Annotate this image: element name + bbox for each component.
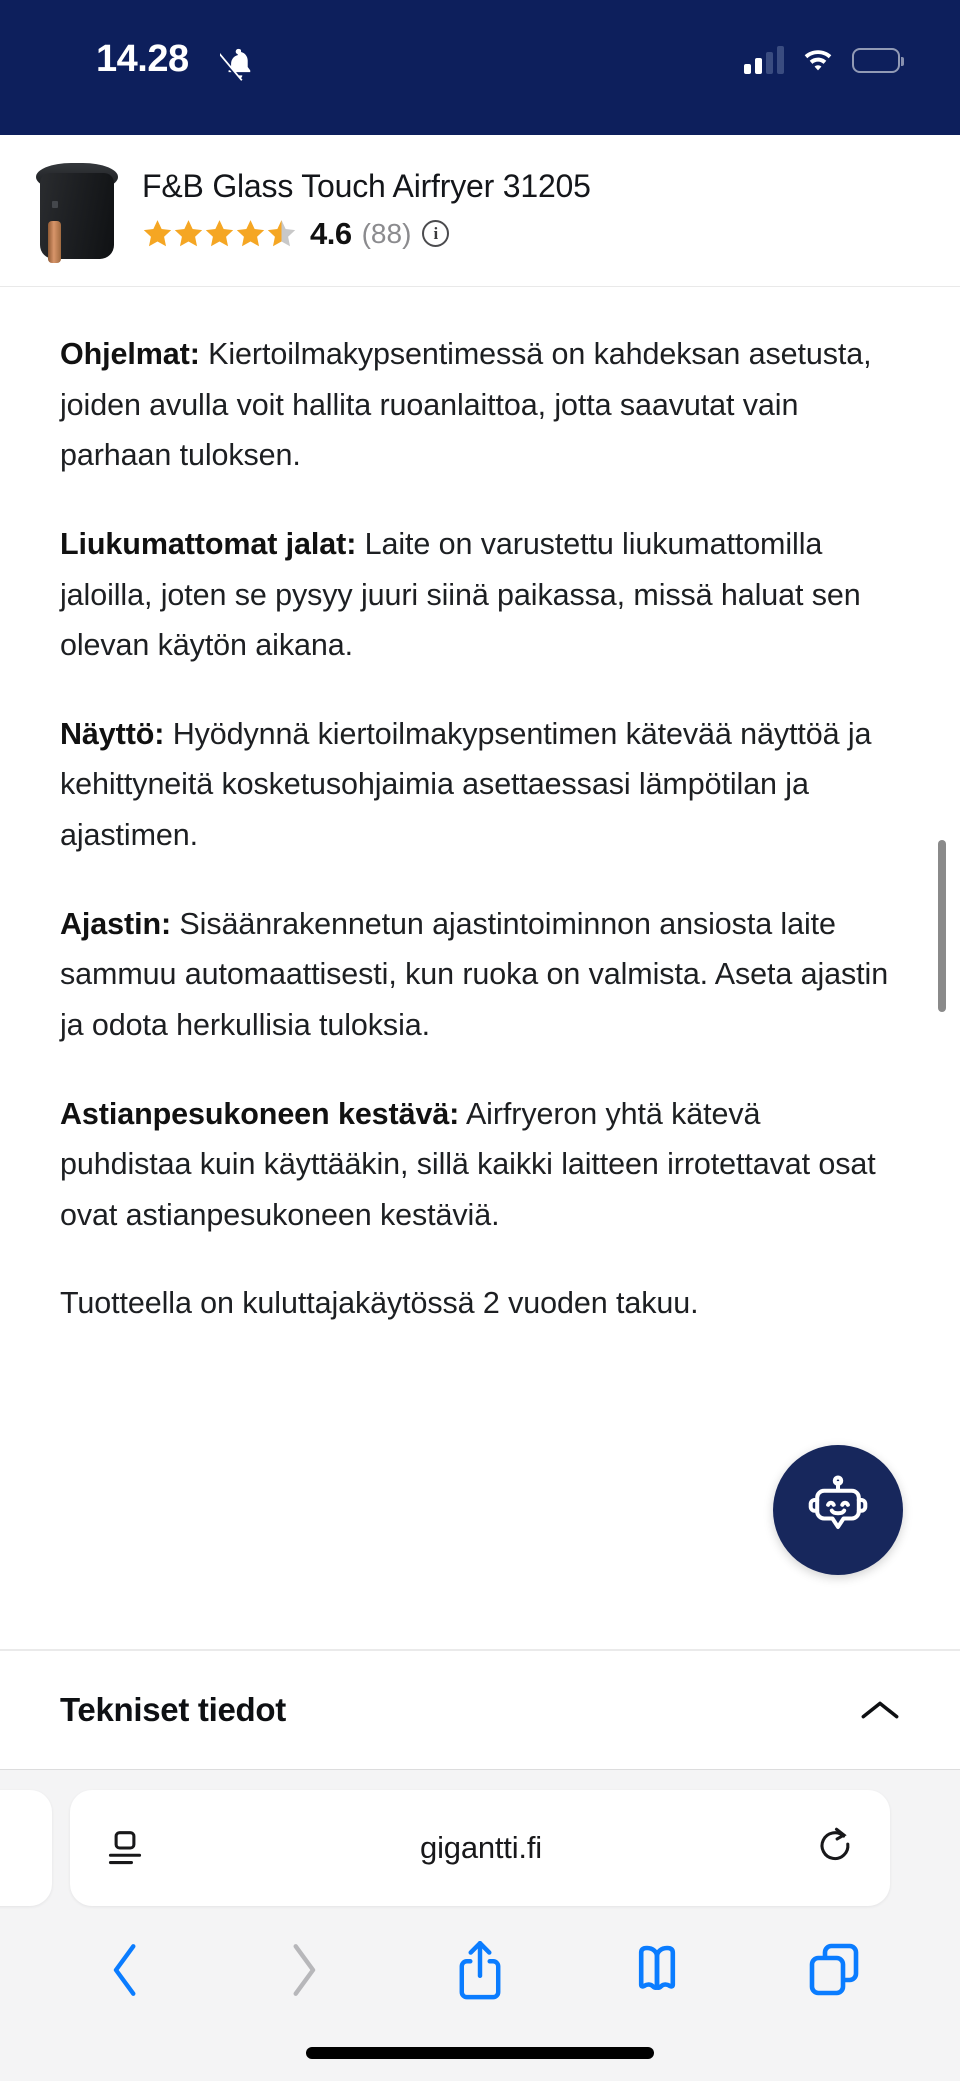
description-paragraph-3 (60, 709, 900, 861)
description-paragraph-5 (60, 1089, 900, 1241)
safari-toolbar (0, 1920, 960, 2020)
back-button[interactable] (84, 1928, 168, 2012)
tabs-button[interactable] (792, 1928, 876, 2012)
page-scrollbar[interactable] (938, 840, 946, 1012)
paragraph-lead-2: Liukumattomat jalat: (60, 526, 357, 561)
url-text[interactable]: gigantti.fi (420, 1830, 542, 1865)
share-button[interactable] (438, 1928, 522, 2012)
bell-slash-icon (220, 45, 258, 83)
accordion-title: Tekniset tiedot (60, 1691, 286, 1728)
warranty-text: Tuotteella on kuluttajakäytössä 2 vuoden takuu. (60, 1286, 699, 1321)
rating-stars (142, 218, 297, 249)
page-format-icon[interactable] (104, 1827, 146, 1869)
star-icon-3 (204, 218, 235, 249)
thumbnail-logo (52, 201, 58, 208)
paragraph-lead-5: Astianpesukoneen kestävä: (60, 1096, 460, 1131)
paragraph-lead-4: Ajastin: (60, 906, 172, 941)
thumbnail-handle (48, 221, 61, 263)
description-paragraph-1 (60, 329, 900, 481)
cellular-signal-icon (744, 46, 784, 74)
description-paragraph-2 (60, 519, 900, 671)
info-icon[interactable]: i (422, 220, 449, 247)
rating-value: 4.6 (310, 215, 352, 251)
rating-count: (88) (361, 217, 412, 249)
status-bar-time: 14.28 (96, 38, 189, 80)
url-bar[interactable] (70, 1790, 890, 1906)
product-title: F&B Glass Touch Airfryer 31205 (142, 168, 591, 205)
paragraph-lead-1: Ohjelmat: (60, 337, 200, 371)
paragraph-body-1: Kiertoilmakypsentimessä on kahdeksan asetusta, joiden avulla voit hallita ruoanlaittoa, jotta saavutat vain parhaan tuloksen. (60, 337, 872, 473)
battery-icon (852, 48, 900, 73)
star-icon-4 (235, 218, 266, 249)
accordion-tekniset-tiedot[interactable] (0, 1651, 960, 1769)
reload-icon[interactable] (816, 1827, 856, 1869)
description-paragraph-4 (60, 899, 900, 1051)
star-icon-5-half (266, 218, 297, 249)
paragraph-body-3: Hyödynnä kiertoilmakypsentimen kätevää näyttöä ja kehittyneitä kosketusohjaimia asettaessasi lämpötilan ja ajastimen. (60, 716, 872, 852)
product-header-bar[interactable] (0, 135, 960, 287)
paragraph-body-2: Laite on varustettu liukumattomilla jaloilla, joten se pysyy juuri siinä paikassa, missä haluat sen olevan käytön aikana. (60, 526, 861, 663)
robot-chat-icon (801, 1473, 875, 1547)
status-bar-indicators (744, 46, 900, 74)
adjacent-tab-card[interactable] (0, 1790, 52, 1906)
wifi-icon (801, 47, 835, 73)
chatbot-button[interactable] (773, 1445, 903, 1575)
safari-bottom-chrome (0, 1769, 960, 2081)
paragraph-body-5: Airfryeron yhtä kätevä puhdistaa kuin käyttääkin, sillä kaikki laitteen irrotettavat osat ovat astianpesukoneen kestäviä. (60, 1096, 876, 1232)
safari-tab-strip (0, 1790, 960, 1906)
home-indicator (306, 2047, 654, 2059)
product-thumbnail[interactable] (22, 149, 130, 273)
forward-button[interactable] (261, 1928, 345, 2012)
chevron-up-icon[interactable] (860, 1698, 900, 1722)
paragraph-lead-3: Näyttö: (60, 716, 165, 751)
star-icon-1 (142, 218, 173, 249)
star-icon-2 (173, 218, 204, 249)
rating-row[interactable] (142, 216, 591, 252)
bookmarks-button[interactable] (615, 1928, 699, 2012)
status-bar (0, 0, 960, 135)
paragraph-body-4: Sisäänrakennetun ajastintoiminnon ansiosta laite sammuu automaattisesti, kun ruoka on valmista. Aseta ajastin ja odota herkullisia tuloksia. (60, 906, 889, 1042)
product-info (142, 169, 591, 251)
